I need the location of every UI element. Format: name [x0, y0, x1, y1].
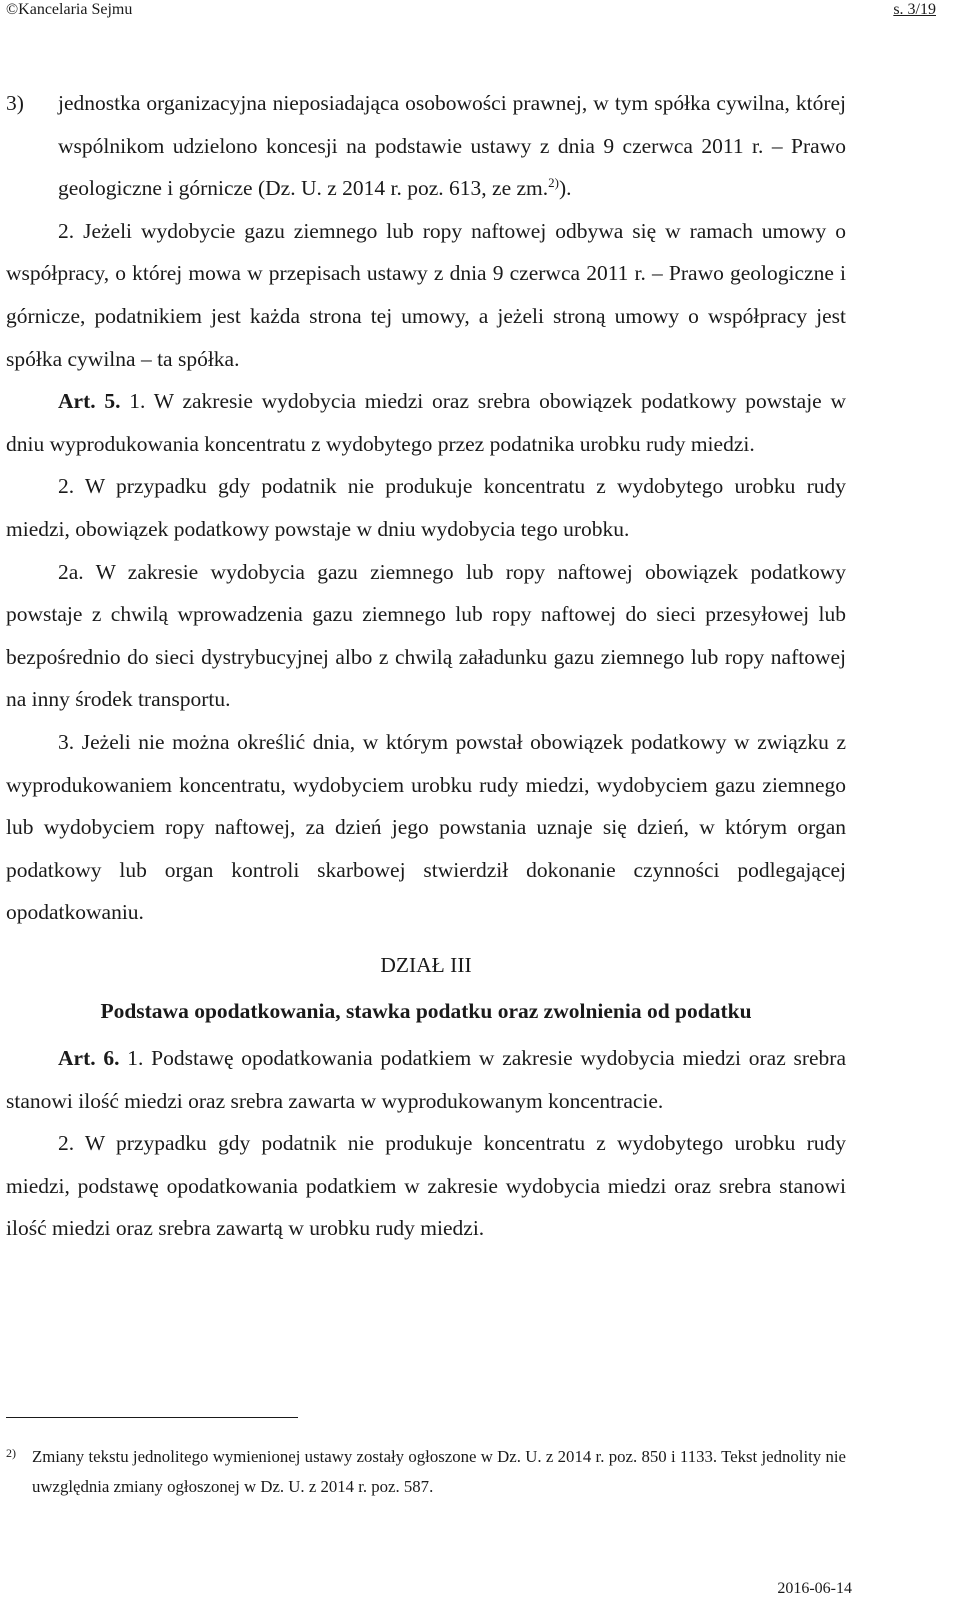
section-heading: DZIAŁ III [380, 952, 472, 977]
article-5-paragraph-2a: 2a. W zakresie wydobycia gazu ziemnego lub ropy naftowej obowiązek podatkowy powstaje z chwilą wprowadzenia gazu ziemnego lub ropy naftowej do sieci przesyłowej lub bezpośrednio do sieci dystrybucyjnej albo z chwilą załadunku gazu ziemnego lub ropy naftowej na inny środek transportu. [6, 559, 846, 712]
list-item-text: jednostka organizacyjna nieposiadająca osobowości prawnej, w tym spółka cywilna, której wspólnikom udzielono koncesji na podstawie ustawy z dnia 9 czerwca 2011 r. – Prawo geologiczne i górnicze (Dz. U. z 2014 r. poz. 613, ze zm. [58, 91, 846, 201]
section-title: Podstawa opodatkowania, stawka podatku oraz zwolnienia od podatku [100, 999, 752, 1024]
list-number: 3) [6, 91, 24, 115]
article-5-paragraph-1 [6, 380, 846, 465]
page-header [0, 0, 960, 26]
article-6-paragraph-2: 2. W przypadku gdy podatnik nie produkuje koncentratu z wydobytego urobku rudy miedzi, podstawę opodatkowania podatkiem w zakresie wydobycia miedzi oraz srebra stanowi ilość miedzi oraz srebra zawartą w urobku rudy miedzi. [6, 1131, 846, 1241]
footnote [6, 1442, 846, 1502]
footnote-mark: 2) [6, 1446, 16, 1460]
paragraph-2: 2. Jeżeli wydobycie gazu ziemnego lub ropy naftowej odbywa się w ramach umowy o współpracy, o której mowa w przepisach ustawy z dnia 9 czerwca 2011 r. – Prawo geologiczne i górnicze, podatnikiem jest każda strona tej umowy, a jeżeli stroną umowy o współpracy jest spółka cywilna – ta spółka. [6, 218, 846, 371]
page-number-link[interactable]: s. 3/19 [893, 1, 936, 18]
document-body [6, 82, 846, 1250]
list-item-3 [6, 82, 846, 210]
footer-date: 2016-06-14 [777, 1580, 852, 1597]
copyright-text: ©Kancelaria Sejmu [6, 1, 133, 18]
footnote-reference[interactable]: 2) [548, 175, 559, 191]
article-6-label: Art. 6. [58, 1046, 120, 1071]
article-5-paragraph-2: 2. W przypadku gdy podatnik nie produkuje koncentratu z wydobytego urobku rudy miedzi, obowiązek podatkowy powstaje w dniu wydobycia tego urobku. [6, 474, 846, 541]
list-item-end: ). [559, 176, 572, 201]
article-5-paragraph-3: 3. Jeżeli nie można określić dnia, w którym powstał obowiązek podatkowy w związku z wyprodukowaniem koncentratu, wydobyciem urobku rudy miedzi, wydobyciem gazu ziemnego lub wydobyciem ropy naftowej, za dzień jego powstania uznaje się dzień, w którym organ podatkowy lub organ kontroli skarbowej stwierdził dokonanie czynności podlegającej opodatkowaniu. [6, 729, 846, 925]
footnote-text: Zmiany tekstu jednolitego wymienionej ustawy zostały ogłoszone w Dz. U. z 2014 r. poz. 850 i 1133. Tekst jednolity nie uwzględnia zmiany ogłoszonej w Dz. U. z 2014 r. poz. 587. [32, 1447, 846, 1496]
article-5-p1-text: 1. W zakresie wydobycia miedzi oraz srebra obowiązek podatkowy powstaje w dniu wyprodukowania koncentratu z wydobytego przez podatnika urobku rudy miedzi. [6, 389, 847, 456]
article-6-paragraph-1 [6, 1037, 846, 1122]
page-number[interactable] [893, 0, 936, 20]
article-6-p1-text: 1. Podstawę opodatkowania podatkiem w zakresie wydobycia miedzi oraz srebra stanowi ilość miedzi oraz srebra zawarta w wyprodukowanym koncentracie. [6, 1046, 847, 1113]
article-5-label: Art. 5. [58, 389, 121, 414]
footnote-separator [6, 1417, 298, 1418]
